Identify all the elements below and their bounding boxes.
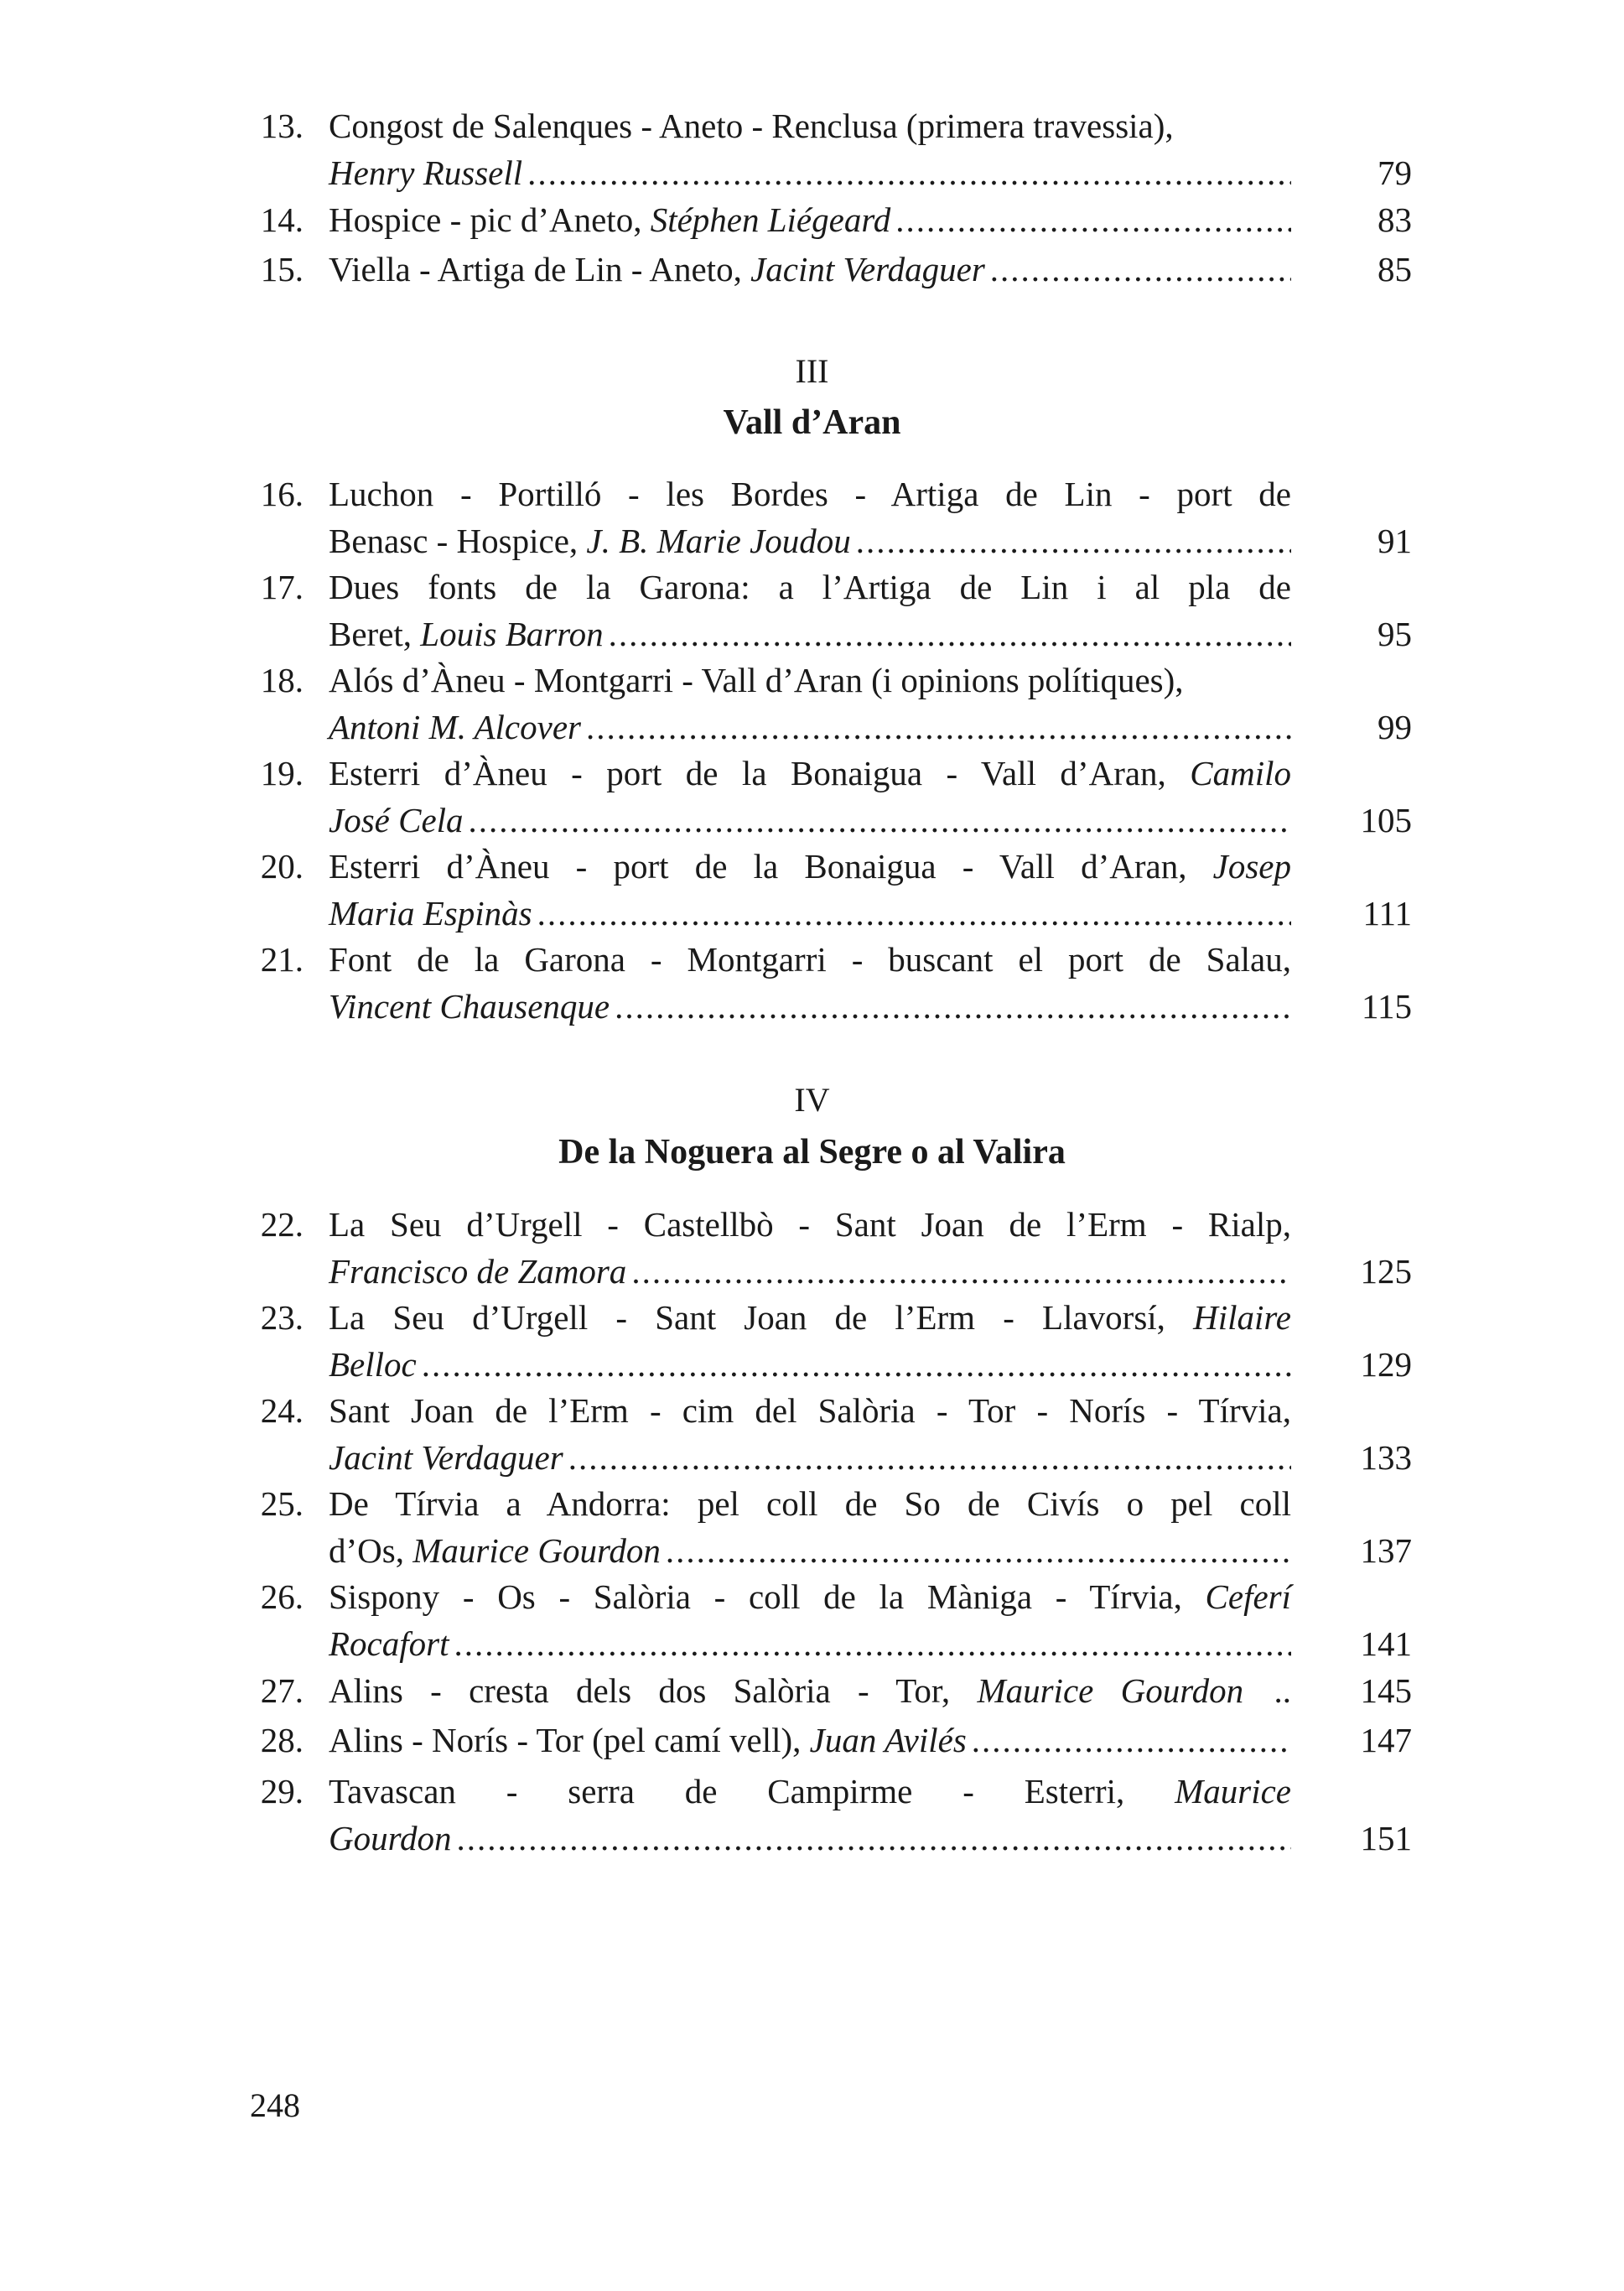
dot-leaders (469, 797, 1291, 844)
section-title: De la Noguera al Segre o al Valira (558, 1133, 1066, 1171)
entry-title: Sispony - Os - Salòria - coll de la Màniga - Tírvia, (329, 1577, 1182, 1616)
entry-number: 26. (260, 1577, 304, 1616)
entry-number: 24. (260, 1391, 304, 1430)
entry-text (329, 1480, 1291, 1574)
entry-page: 99 (1378, 708, 1412, 746)
entry-number: 29. (260, 1772, 304, 1810)
entry-title: Congost de Salenques - Aneto - Renclusa (primera travessia), (329, 106, 1174, 145)
dot-leaders (586, 704, 1291, 751)
entry-text (329, 564, 1291, 657)
entry-title-cont: Beret, (329, 615, 412, 653)
dot-leaders (990, 246, 1291, 293)
dot-leaders (422, 1341, 1291, 1388)
entry-number: 16. (260, 475, 304, 513)
entry-number: 25. (260, 1484, 304, 1523)
entry-page: 105 (1360, 801, 1412, 839)
entry-text (329, 470, 1291, 564)
section-number: III (795, 352, 829, 390)
entry-author: Rocafort (329, 1624, 449, 1663)
entry-author: Maria Espinàs (329, 894, 532, 933)
entry-text (329, 657, 1291, 751)
entry-text (329, 1667, 1291, 1714)
dot-leaders (666, 1527, 1291, 1574)
dot-leaders (615, 983, 1291, 1030)
entry-author: Jacint Verdaguer (329, 1438, 563, 1477)
entry-number: 20. (260, 847, 304, 886)
entry-page: 151 (1360, 1819, 1412, 1857)
entry-text (329, 1201, 1291, 1295)
dot-leaders (972, 1717, 1291, 1764)
entry-page: 145 (1360, 1671, 1412, 1710)
section-title: Vall d’Aran (723, 403, 901, 442)
dot-leaders (609, 610, 1291, 657)
entry-author: José Cela (329, 801, 464, 839)
entry-author: Jacint Verdaguer (750, 250, 985, 288)
dot-leaders (527, 149, 1291, 196)
dot-leaders (895, 196, 1291, 243)
entry-title: Dues fonts de la Garona: a l’Artiga de Lin i al pla de (329, 568, 1291, 606)
entry-page: 137 (1360, 1531, 1412, 1570)
dot-leaders (537, 890, 1291, 937)
entry-number: 15. (260, 250, 304, 288)
entry-author-first: Camilo (1190, 754, 1292, 792)
entry-number: 13. (260, 106, 304, 145)
entry-author: Juan Avilés (809, 1721, 967, 1759)
dot-leaders: .. (1274, 1671, 1291, 1710)
entry-page: 95 (1378, 615, 1412, 653)
entry-number: 28. (260, 1721, 304, 1759)
entry-page: 79 (1378, 153, 1412, 192)
page-number: 248 (250, 2086, 300, 2124)
entry-author: Vincent Chausenque (329, 987, 610, 1026)
entry-number: 22. (260, 1205, 304, 1244)
entry-title: Alós d’Àneu - Montgarri - Vall d’Aran (i opinions polítiques), (329, 661, 1184, 699)
entry-number: 23. (260, 1298, 304, 1337)
entry-author: Stéphen Liégeard (650, 200, 891, 239)
entry-title-cont: d’Os, (329, 1531, 404, 1570)
entry-title: De Tírvia a Andorra: pel coll de So de Civís o pel coll (329, 1484, 1291, 1523)
entry-title-cont: Benasc - Hospice, (329, 522, 579, 560)
entry-author: Francisco de Zamora (329, 1252, 627, 1291)
entry-text (329, 246, 1291, 293)
dot-leaders (856, 517, 1291, 564)
entry-text (329, 1294, 1291, 1388)
entry-page: 85 (1378, 250, 1412, 288)
entry-page: 111 (1362, 894, 1412, 933)
entry-page: 129 (1360, 1345, 1412, 1384)
dot-leaders (568, 1434, 1291, 1481)
entry-number: 21. (260, 940, 304, 979)
entry-author-first: Ceferí (1205, 1577, 1292, 1616)
entry-text (329, 196, 1291, 243)
entry-page: 141 (1360, 1624, 1412, 1663)
entry-page: 83 (1378, 200, 1412, 239)
entry-author-first: Maurice (1175, 1772, 1291, 1810)
section-number: IV (794, 1081, 830, 1119)
entry-title: Tavascan - serra de Campirme - Esterri, (329, 1772, 1125, 1810)
entry-text (329, 1573, 1291, 1667)
entry-author: J. B. Marie Joudou (586, 522, 851, 560)
entry-author: Antoni M. Alcover (329, 708, 581, 746)
entry-text (329, 843, 1291, 937)
entry-page: 91 (1378, 522, 1412, 560)
entry-author: Belloc (329, 1345, 417, 1384)
entry-title: Luchon - Portilló - les Bordes - Artiga de Lin - port de (329, 475, 1291, 513)
entry-author: Louis Barron (420, 615, 604, 653)
entry-page: 125 (1360, 1252, 1412, 1291)
entry-page: 133 (1360, 1438, 1412, 1477)
entry-title: Viella - Artiga de Lin - Aneto, (329, 250, 742, 288)
entry-text (329, 1768, 1291, 1862)
entry-title: Hospice - pic d’Aneto, (329, 200, 642, 239)
dot-leaders (631, 1248, 1291, 1295)
entry-title: Font de la Garona - Montgarri - buscant el port de Salau, (329, 940, 1291, 979)
entry-number: 18. (260, 661, 304, 699)
entry-text (329, 1387, 1291, 1481)
dot-leaders (457, 1815, 1291, 1862)
entry-text (329, 102, 1291, 196)
entry-author: Henry Russell (329, 153, 523, 192)
entry-number: 19. (260, 754, 304, 792)
entry-number: 27. (260, 1671, 304, 1710)
entry-number: 14. (260, 200, 304, 239)
entry-page: 115 (1362, 987, 1412, 1026)
entry-author: Gourdon (329, 1819, 452, 1857)
entry-title: Alins - Norís - Tor (pel camí vell), (329, 1721, 802, 1759)
entry-text (329, 1717, 1291, 1764)
entry-title: Esterri d’Àneu - port de la Bonaigua - Vall d’Aran, (329, 847, 1187, 886)
dot-leaders (454, 1620, 1291, 1667)
entry-author-first: Hilaire (1193, 1298, 1292, 1337)
entry-title: Esterri d’Àneu - port de la Bonaigua - Vall d’Aran, (329, 754, 1166, 792)
entry-author: Maurice Gourdon (977, 1671, 1244, 1710)
entry-author: Maurice Gourdon (412, 1531, 661, 1570)
entry-number: 17. (260, 568, 304, 606)
entry-text (329, 750, 1291, 844)
entry-title: La Seu d’Urgell - Sant Joan de l’Erm - Llavorsí, (329, 1298, 1165, 1337)
entry-title: La Seu d’Urgell - Castellbò - Sant Joan de l’Erm - Rialp, (329, 1205, 1291, 1244)
entry-title: Alins - cresta dels dos Salòria - Tor, (329, 1671, 951, 1710)
entry-author-first: Josep (1212, 847, 1292, 886)
entry-page: 147 (1360, 1721, 1412, 1759)
entry-text (329, 936, 1291, 1030)
entry-title: Sant Joan de l’Erm - cim del Salòria - Tor - Norís - Tírvia, (329, 1391, 1291, 1430)
